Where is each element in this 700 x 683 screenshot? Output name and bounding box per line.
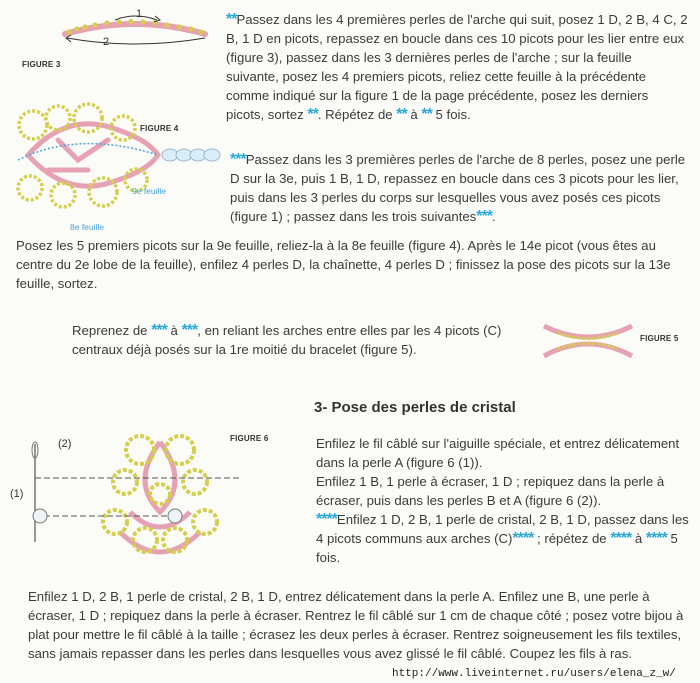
- stars-marker: ***: [476, 208, 492, 225]
- figure-4-illustration: [8, 100, 213, 230]
- stars-marker: **: [421, 106, 432, 123]
- p5-line4c: 5 fois.: [316, 531, 678, 565]
- paragraph-5: [316, 434, 692, 567]
- figure-6-callout-1: (1): [10, 488, 24, 500]
- section-title: 3- Pose des perles de cristal: [314, 399, 516, 416]
- paragraph-4: [72, 321, 512, 359]
- p1-mid: . Répétez de: [317, 107, 393, 122]
- figure-4-label: FIGURE 4: [140, 124, 179, 133]
- figure-3-arrow-1: 1: [136, 8, 143, 20]
- footer-url[interactable]: http://www.liveinternet.ru/users/elena_z_w/: [392, 668, 676, 680]
- p5-line1: Enfilez le fil câblé sur l'aiguille spéciale, et entrez délicatement dans la perle A (figure 6 (1)).: [316, 436, 680, 470]
- figure-3-label: FIGURE 3: [22, 60, 61, 69]
- stars-marker: ***: [230, 151, 246, 168]
- stars-marker: ****: [610, 530, 632, 547]
- stars-marker: ****: [316, 511, 337, 528]
- stars-marker: ****: [645, 530, 667, 547]
- figure-3-arrow-2: 2: [103, 36, 110, 48]
- p1-mid2: à: [410, 107, 418, 122]
- figure-5-label: FIGURE 5: [640, 334, 679, 343]
- p1-end: 5 fois.: [435, 107, 471, 122]
- p4-pre: Reprenez de: [72, 323, 148, 338]
- p4-text: , en reliant les arches entre elles par les 4 picots (C) centraux déjà posés sur la 1re moitié du bracelet (figure 5).: [72, 323, 502, 357]
- p2-text: Passez dans les 3 premières perles de l'arche de 8 perles, posez une perle D sur la 3e, puis 1 B, 1 D, repassez en boucle dans ces 3 picots pour les lier, puis dans les 3 perles du corps sur lesquelles vous avez posés ces picots (figure 1) ; passez dans les trois suivantes: [230, 152, 686, 224]
- figure-5-illustration: [538, 318, 638, 362]
- p5-line4b: à: [634, 531, 643, 546]
- figure-6-callout-2: (2): [58, 438, 72, 450]
- p1-text: Passez dans les 4 premières perles de l'arche qui suit, posez 1 D, 2 B, 4 C, 2 B, 1 D en picots, repassez en boucle dans ces 10 picots pour les lier entre eux (figure 3), passez dans les 3 dernières perles de l'arche ; sur la feuille suivante, posez les 4 premiers picots, reliez cette feuille à la précédente comme indiqué sur la figure 1 de la page précédente, posez les derniers picots, sortez: [226, 12, 688, 122]
- figure-6-illustration: [10, 422, 300, 582]
- paragraph-3: Posez les 5 premiers picots sur la 9e feuille, reliez-la à la 8e feuille (figure 4). Après le 14e picot (vous êtes au centre du 2e lobe de la feuille), enfilez 4 perles D, la chaînette, 4 perles D ; finissez la pose des picots sur la 13e feuille, sortez.: [16, 238, 671, 291]
- p5-line2: Enfilez 1 B, 1 perle à écraser, 1 D ; repiquez dans la perle à écraser, puis dans les perles B et A (figure 6 (2)).: [316, 474, 665, 508]
- stars-marker: **: [307, 106, 318, 123]
- figure-6-label: FIGURE 6: [230, 434, 269, 443]
- stars-marker: **: [396, 106, 407, 123]
- stars-marker: **: [226, 11, 237, 28]
- paragraph-1: [226, 10, 688, 124]
- p4-mid: à: [170, 323, 178, 338]
- p5-line3-text: Enfilez 1 D, 2 B, 1 perle de cristal, 2 B, 1 D, passez dans les 4 picots communs aux arches (C): [316, 512, 689, 546]
- p5-line4a: ; répétez de: [537, 531, 607, 546]
- stars-marker: ***: [181, 322, 198, 339]
- figure-4-leaf-8: 8e feuille: [70, 222, 105, 232]
- stars-marker: ***: [151, 322, 167, 339]
- figure-4-leaf-9: 9e feuille: [132, 186, 167, 196]
- stars-marker: ****: [512, 530, 534, 547]
- p2-end: .: [491, 209, 496, 224]
- paragraph-6: Enfilez 1 D, 2 B, 1 perle de cristal, 2 B, 1 D, entrez délicatement dans la perle A. Enfilez une B, une perle à écraser, 1 D ; repiquez dans la perle à écraser. Rentrez le fil câblé sur 1 cm de chaque côté ; posez votre bijou à plat pour mettre le fil câblé à la taille ; écrasez les deux perles à écraser. Rentrez soigneusement les fils textiles, sans jamais repasser dans les perles dans lesquelles vous avez glissé le fil câblé. Coupez les fils à ras.: [28, 589, 684, 661]
- p5-line3: [316, 510, 692, 567]
- paragraph-2: [230, 150, 688, 226]
